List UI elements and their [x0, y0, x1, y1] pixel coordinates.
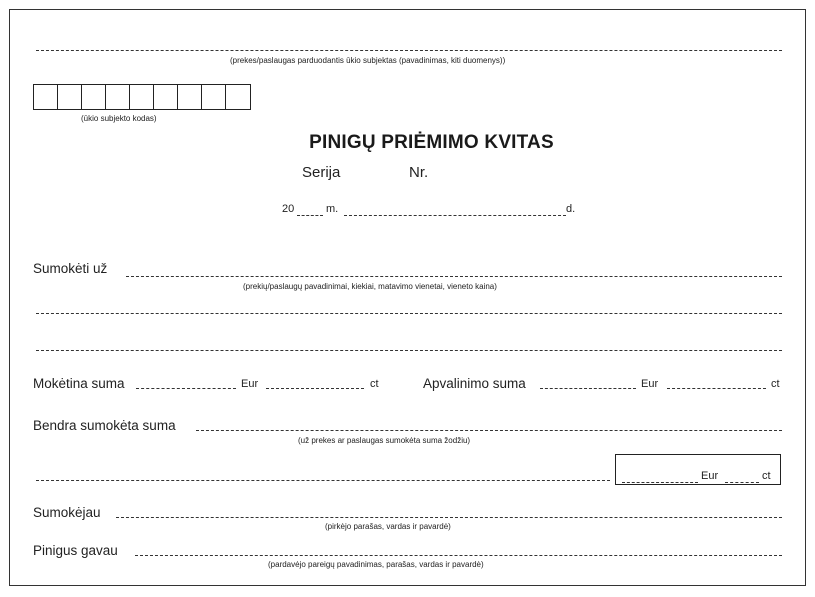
document-title: PINIGŲ PRIĖMIMO KVITAS	[309, 132, 554, 153]
serija-label: Serija	[302, 164, 341, 181]
company-code-cell[interactable]	[130, 85, 154, 109]
seller-caption: (prekes/paslaugas parduodantis ūkio subjektas (pavadinimas, kiti duomenys))	[230, 56, 506, 65]
received-by-signature-line[interactable]	[135, 555, 782, 556]
payment-for-line-2[interactable]	[36, 313, 782, 314]
payable-ct-field[interactable]	[266, 388, 364, 389]
nr-label: Nr.	[409, 164, 429, 181]
paid-by-label: Sumokėjau	[33, 505, 101, 520]
company-code-caption: (ūkio subjekto kodas)	[81, 114, 157, 123]
total-eur-field[interactable]	[622, 482, 698, 483]
seller-line[interactable]	[36, 50, 782, 51]
payment-for-caption: (prekių/paslaugų pavadinimai, kiekiai, matavimo vienetai, vieneto kaina)	[243, 282, 497, 291]
company-code-cell[interactable]	[178, 85, 202, 109]
date-month-day-field[interactable]	[344, 215, 566, 216]
paid-by-signature-line[interactable]	[116, 517, 782, 518]
date-year-prefix: 20	[282, 203, 295, 215]
total-eur-unit: Eur	[701, 470, 719, 482]
company-code-cell[interactable]	[34, 85, 58, 109]
rounding-eur-unit: Eur	[641, 378, 659, 390]
company-code-cell[interactable]	[226, 85, 250, 109]
received-by-caption: (pardavėjo pareigų pavadinimas, parašas, vardas ir pavardė)	[268, 560, 484, 569]
rounding-ct-unit: ct	[771, 378, 780, 390]
received-by-label: Pinigus gavau	[33, 543, 118, 558]
total-paid-words-line[interactable]	[196, 430, 782, 431]
rounding-eur-field[interactable]	[540, 388, 636, 389]
rounding-ct-field[interactable]	[667, 388, 766, 389]
total-sum-box	[615, 454, 781, 485]
payment-for-line-3[interactable]	[36, 350, 782, 351]
date-year-field[interactable]	[297, 215, 323, 216]
date-day-suffix: d.	[566, 203, 576, 215]
payable-eur-unit: Eur	[241, 378, 259, 390]
company-code-cell[interactable]	[202, 85, 226, 109]
total-paid-words-line-2[interactable]	[36, 480, 610, 481]
total-paid-label: Bendra sumokėta suma	[33, 418, 176, 433]
date-year-suffix: m.	[326, 203, 339, 215]
payable-eur-field[interactable]	[136, 388, 236, 389]
rounding-amount-label: Apvalinimo suma	[423, 376, 526, 391]
company-code-cell[interactable]	[106, 85, 130, 109]
total-paid-caption: (už prekes ar paslaugas sumokėta suma žodžiu)	[298, 436, 471, 445]
total-ct-field[interactable]	[725, 482, 759, 483]
payment-for-line[interactable]	[126, 276, 782, 277]
company-code-cell[interactable]	[58, 85, 82, 109]
payment-for-label: Sumokėti už	[33, 261, 108, 276]
company-code-cell[interactable]	[154, 85, 178, 109]
total-ct-unit: ct	[762, 470, 771, 482]
company-code-boxes[interactable]	[33, 84, 251, 110]
company-code-cell[interactable]	[82, 85, 106, 109]
paid-by-caption: (pirkėjo parašas, vardas ir pavardė)	[325, 522, 451, 531]
payable-ct-unit: ct	[370, 378, 379, 390]
payable-amount-label: Mokėtina suma	[33, 376, 125, 391]
